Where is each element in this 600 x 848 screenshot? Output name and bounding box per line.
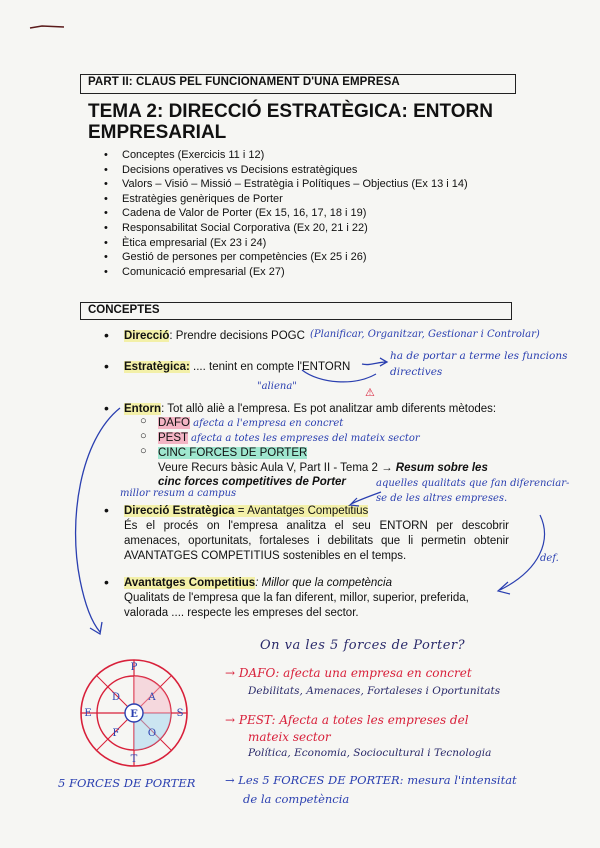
alieno-handnote: "aliena" — [257, 381, 297, 392]
list-item: • Ètica empresarial (Ex 23 i 24) — [104, 236, 468, 251]
circle-bullet: ○ — [140, 430, 147, 442]
ac-italic: : Millor que la competència — [255, 577, 393, 589]
recurs-line2: cinc forces competitives de Porter — [158, 476, 346, 488]
outer-letter: T — [130, 754, 138, 765]
outer-letter: S — [176, 708, 184, 719]
bullet: • — [104, 574, 109, 590]
hand-question: On va les 5 forces de Porter? — [260, 638, 466, 653]
underline-curve — [300, 366, 380, 388]
method-dafo — [158, 416, 343, 431]
direccio-term: Direcció — [124, 330, 170, 342]
recurs-handnote: millor resum a campus — [120, 488, 237, 499]
pest-label: PEST — [158, 432, 188, 444]
list-item: • Decisions operatives vs Decisions estratègiques — [104, 163, 468, 178]
hand-pest-line2: mateix sector — [248, 730, 331, 744]
scribble-mark — [28, 20, 68, 32]
curved-arrow — [60, 400, 130, 640]
list-item: • Cadena de Valor de Porter (Ex 15, 16, 17, 18 i 19) — [104, 206, 468, 221]
list-item: • Valors – Visió – Missió – Estratègia i Polítiques – Objectius (Ex 13 i 14) — [104, 177, 468, 192]
inner-letter: F — [112, 728, 120, 739]
inner-letter: D — [111, 692, 121, 703]
bullet: • — [104, 358, 109, 374]
bullet: • — [104, 502, 109, 518]
ac-term: Avantatges Competitius — [124, 577, 256, 589]
estrategica-term: Estratègica: — [124, 361, 190, 373]
list-item: • Conceptes (Exercicis 11 i 12) — [104, 148, 468, 163]
circle-bullet: ○ — [140, 445, 147, 457]
list-item: • Comunicació empresarial (Ex 27) — [104, 265, 468, 280]
de-term: Direcció Estratègica — [124, 505, 235, 517]
hand-forces-line2: de la competència — [243, 792, 350, 806]
ac-body: Qualitats de l'empresa que la fan diferent, millor, superior, preferida, valorada .... respecte les empreses del sector. — [124, 592, 469, 619]
de-handnote: aquelles qualitats que fan diferenciar-se de les altres empreses. — [376, 478, 570, 504]
de-line — [124, 504, 368, 519]
outer-letter: P — [130, 662, 138, 673]
hand-pest-line3: Política, Economia, Sociocultural i Tecnologia — [248, 747, 492, 759]
porter-label: CINC FORCES DE PORTER — [158, 447, 308, 459]
recurs-text: Veure Recurs bàsic Aula V, Part II - Tema 2 → — [158, 462, 393, 474]
forces-label: 5 FORCES DE PORTER — [58, 776, 196, 790]
de-body: És el procés on l'empresa analitza el seu ENTORN per descobrir amenaces, oportunitats, fortaleses i debilitats que li permetin obtenir AVANTATGES COMPETITIUS sostenibles en el temps. — [124, 520, 509, 562]
ac-line — [124, 576, 392, 591]
dafo-label: DAFO — [158, 417, 190, 429]
hand-forces-line1: → Les 5 FORCES DE PORTER: mesura l'intensitat — [225, 773, 517, 787]
bullet: • — [104, 400, 109, 416]
part-title: PART II: CLAUS PEL FUNCIONAMENT D'UNA EMPRESA — [88, 76, 400, 88]
recurs-line1 — [158, 461, 488, 476]
direccio-text: : Prendre decisions POGC — [169, 330, 305, 342]
circle-bullet: ○ — [140, 415, 147, 427]
entorn-text: : Tot allò aliè a l'empresa. Es pot analitzar amb diferents mètodes: — [161, 403, 497, 415]
dafo-handnote: afecta a l'empresa en concret — [193, 418, 344, 429]
section-title: CONCEPTES — [88, 304, 160, 316]
entorn-term: Entorn — [124, 403, 162, 415]
direccio-handnote: (Planificar, Organitzar, Gestionar i Controlar) — [310, 329, 540, 340]
warning-icon: ⚠ — [365, 387, 375, 399]
bullet: • — [104, 327, 109, 343]
inner-letter: A — [148, 692, 156, 703]
arrow-icon — [345, 490, 385, 510]
topics-list — [104, 148, 468, 279]
estrategica-text: .... tenint en compte l'ENTORN — [189, 361, 351, 373]
estrategica-handnote: ha de portar a terme les funcions directives — [390, 350, 568, 378]
recurs-italic: Resum sobre les — [395, 462, 488, 474]
entorn-line — [124, 402, 496, 417]
inner-letter: O — [147, 728, 157, 739]
forces-diagram — [64, 656, 204, 768]
tema-title: TEMA 2: DIRECCIÓ ESTRATÈGICA: ENTORN EMPRESARIAL — [88, 101, 493, 143]
list-item: • Gestió de persones per competències (Ex 25 i 26) — [104, 250, 468, 265]
center-letter: E — [130, 709, 138, 720]
hand-pest-line1: → PEST: Afecta a totes les empreses del — [225, 713, 469, 727]
curved-arrow — [470, 510, 550, 600]
outer-letter: E — [84, 708, 92, 719]
def-handnote: def. — [540, 553, 559, 564]
method-porter — [158, 446, 307, 461]
de-rest: = Avantatges Competitius — [234, 505, 369, 517]
method-pest — [158, 431, 420, 446]
list-item: • Estratègies genèriques de Porter — [104, 192, 468, 207]
hand-dafo-line2: Debilitats, Amenaces, Fortaleses i Oportunitats — [248, 685, 501, 697]
direccio-line — [124, 329, 305, 344]
pest-handnote: afecta a totes les empreses del mateix sector — [191, 433, 420, 444]
hand-dafo-line1: → DAFO: afecta una empresa en concret — [225, 666, 472, 680]
list-item: • Responsabilitat Social Corporativa (Ex 20, 21 i 22) — [104, 221, 468, 236]
